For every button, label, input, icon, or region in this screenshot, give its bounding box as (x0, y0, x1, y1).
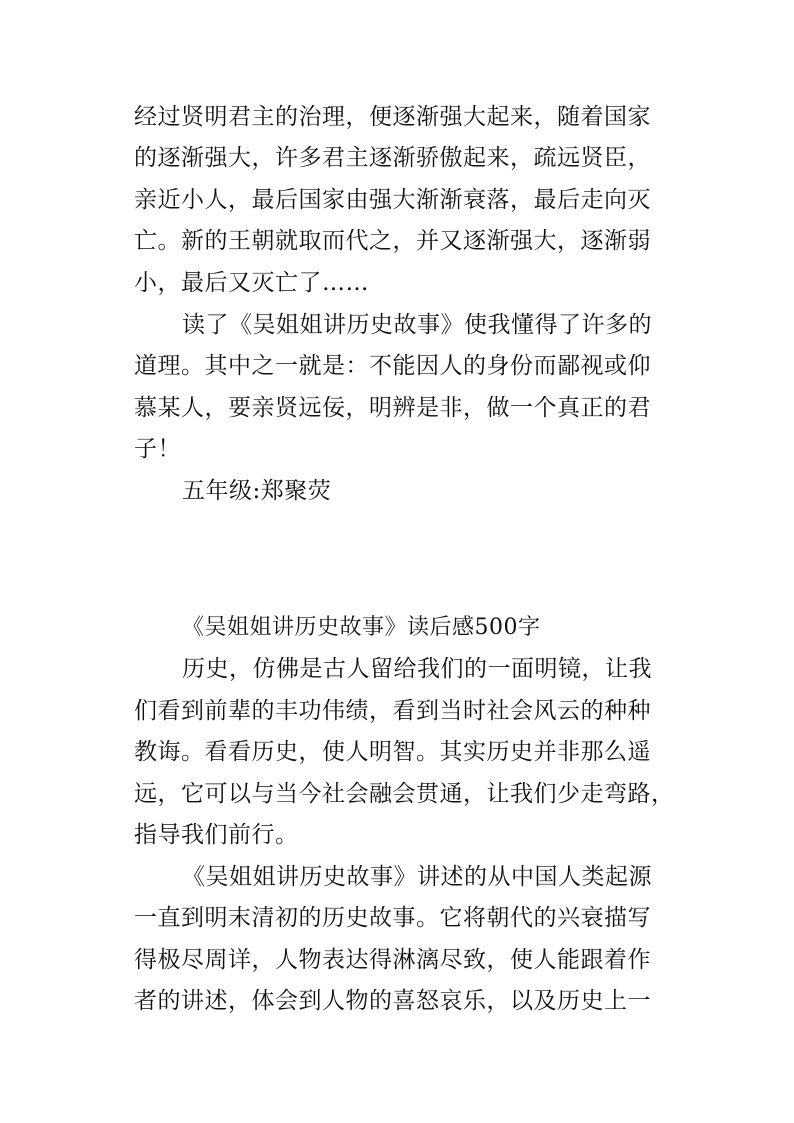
text-line: 亲近小人，最后国家由强大渐渐衰落，最后走向灭 (134, 187, 651, 213)
text-line: 教诲。看看历史，使人明智。其实历史并非那么遥 (134, 739, 651, 765)
text-line: 一直到明末清初的历史故事。它将朝代的兴衰描写 (134, 905, 651, 931)
essay-title: 《吴姐姐讲历史故事》读后感500字 (182, 615, 541, 640)
text-line: 指导我们前行。 (134, 822, 299, 848)
text-line: 读了《吴姐姐讲历史故事》使我懂得了许多的 (182, 312, 652, 338)
text-line: 经过贤明君主的治理，便逐渐强大起来，随着国家 (134, 104, 651, 130)
text-line: 亡。新的王朝就取而代之，并又逐渐强大，逐渐弱 (134, 228, 651, 254)
text-line: 远，它可以与当今社会融会贯通，让我们少走弯路， (134, 781, 675, 807)
text-line: 们看到前辈的丰功伟绩，看到当时社会风云的种种 (134, 698, 651, 724)
text-line: 得极尽周详，人物表达得淋漓尽致，使人能跟着作 (134, 947, 651, 973)
text-line: 小，最后又灭亡了…… (134, 270, 369, 296)
text-line: 《吴姐姐讲历史故事》讲述的从中国人类起源 (182, 864, 652, 890)
text-line: 历史，仿佛是古人留给我们的一面明镜，让我 (182, 656, 652, 682)
text-line: 者的讲述，体会到人物的喜怒哀乐，以及历史上一 (134, 988, 651, 1014)
text-line: 的逐渐强大，许多君主逐渐骄傲起来，疏远贤臣， (134, 145, 651, 171)
author-line: 五年级:郑聚荧 (182, 478, 332, 504)
text-line: 子！ (134, 436, 181, 462)
text-line: 慕某人，要亲贤远佞，明辨是非，做一个真正的君 (134, 395, 651, 421)
text-line: 道理。其中之一就是：不能因人的身份而鄙视或仰 (134, 353, 651, 379)
